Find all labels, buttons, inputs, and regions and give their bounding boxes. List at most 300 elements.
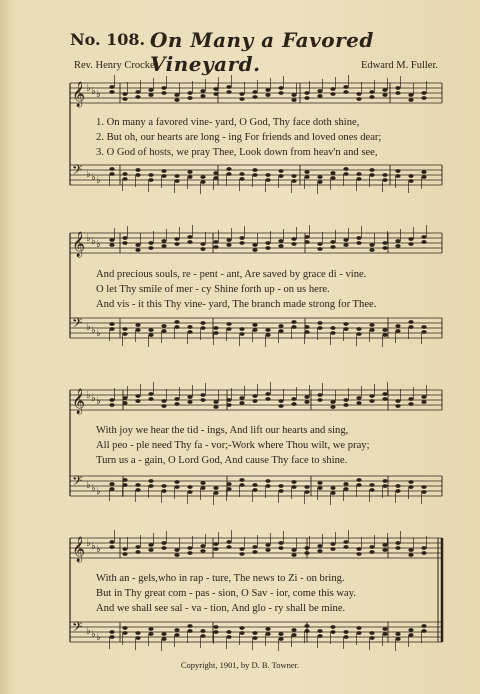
note-head [343,630,348,634]
flat-sign: ♭ [86,538,91,549]
note-head [252,488,257,492]
note-head [109,238,114,242]
note-head [317,393,322,397]
note-head [265,543,270,547]
note-head [109,327,114,331]
note-head [278,489,283,493]
note-head [369,550,374,554]
note-head [213,245,218,249]
note-head [356,236,361,240]
note-head [265,93,270,97]
note-head [382,543,387,547]
note-head [148,627,153,631]
note-head [239,92,244,96]
note-head [122,177,127,181]
note-head [408,480,413,484]
note-head [382,479,387,483]
note-head [122,396,127,400]
note-head [291,548,296,552]
note-head [226,172,231,176]
note-head [265,397,270,401]
note-head [317,634,322,638]
note-head [226,482,231,486]
note-head [382,246,387,250]
note-head [161,174,166,178]
note-head [109,243,114,247]
note-head [330,547,335,551]
note-head [408,174,413,178]
note-head [135,173,140,177]
flat-sign: ♭ [91,86,96,97]
note-head [421,490,426,494]
note-head [278,91,283,95]
note-head [304,175,309,179]
note-head [252,328,257,332]
note-head [343,540,348,544]
note-head [343,167,348,171]
flat-sign: ♭ [91,541,96,552]
note-head [135,545,140,549]
note-head [187,325,192,329]
flat-sign: ♭ [96,486,101,497]
note-head [252,636,257,640]
note-head [161,91,166,95]
note-head [304,400,309,404]
note-head [109,630,114,634]
note-head [304,235,309,239]
note-head [382,397,387,401]
note-head [356,97,361,101]
note-head [226,545,231,549]
note-head [395,637,400,641]
lyric-line: And we shall see sal - va - tion, And glo - ry shall be mine. [96,603,346,614]
note-head [200,393,205,397]
bass-clef: 𝄢 [72,473,83,492]
note-head [226,403,231,407]
note-head [226,630,231,634]
note-head [161,489,166,493]
note-head [291,320,296,324]
note-head [161,329,166,333]
note-head [265,484,270,488]
note-head [213,176,218,180]
note-head [395,239,400,243]
note-head [174,485,179,489]
note-head [135,636,140,640]
note-head [174,237,179,241]
note-head [356,552,361,556]
note-head [278,239,283,243]
note-head [291,633,296,637]
bass-clef: 𝄢 [72,162,83,181]
note-head [421,91,426,95]
note-head [239,547,244,551]
verse-block-1 [96,115,440,160]
note-head [343,327,348,331]
flat-sign: ♭ [86,169,91,180]
note-head [356,396,361,400]
note-head [265,178,270,182]
note-head [408,485,413,489]
note-head [278,329,283,333]
note-head [408,179,413,183]
note-head [239,483,244,487]
note-head [239,401,244,405]
lyric-line: But in Thy great com - pas - sion, O Sav - ior, come this way. [96,588,356,599]
note-head [226,540,231,544]
verse-block-4 [96,571,440,616]
note-head [200,326,205,330]
note-head [291,325,296,329]
note-head [278,86,283,90]
note-head [239,552,244,556]
note-head [135,248,140,252]
note-head [278,541,283,545]
note-head [395,174,400,178]
note-head [369,90,374,94]
note-head [174,179,179,183]
note-head [421,400,426,404]
note-head [382,484,387,488]
note-head [421,330,426,334]
note-head [382,178,387,182]
note-head [226,238,231,242]
note-head [343,322,348,326]
bass-clef: 𝄢 [72,619,83,638]
flat-sign: ♭ [91,172,96,183]
note-head [395,399,400,403]
note-head [148,632,153,636]
note-head [226,398,231,402]
note-head [252,243,257,247]
flat-sign: ♭ [96,396,101,407]
treble-clef: 𝄞 [72,537,86,562]
note-head [291,480,296,484]
note-head [408,553,413,557]
note-head [421,325,426,329]
note-head [122,626,127,630]
note-head [369,545,374,549]
note-head [291,485,296,489]
note-head [187,624,192,628]
note-head [330,625,335,629]
note-head [226,90,231,94]
note-head [291,397,296,401]
note-head [109,540,114,544]
note-head [135,399,140,403]
note-head [317,180,322,184]
note-head [122,478,127,482]
note-head [369,248,374,252]
hymn-number: No. 108. [70,30,146,49]
note-head [291,174,296,178]
note-head [421,629,426,633]
note-head [122,327,127,331]
note-head [265,548,270,552]
note-head [395,91,400,95]
flat-sign: ♭ [96,328,101,339]
lyric-line: 1. On many a favored vine- yard, O God, Thy face doth shine, [96,117,360,128]
note-head [174,548,179,552]
note-head [356,327,361,331]
flat-sign: ♭ [91,393,96,404]
note-head [252,168,257,172]
note-head [421,240,426,244]
note-head [135,243,140,247]
note-head [252,323,257,327]
note-head [421,485,426,489]
note-head [213,92,218,96]
note-head [161,169,166,173]
note-head [148,328,153,332]
note-head [109,322,114,326]
note-head [148,88,153,92]
note-head [382,88,387,92]
note-head [213,240,218,244]
note-head [278,244,283,248]
note-head [213,405,218,409]
note-head [135,168,140,172]
note-head [369,488,374,492]
note-head [421,624,426,628]
lyric-line: 3. O God of hosts, we pray Thee, Look down from heav'n and see, [96,147,378,158]
flat-sign: ♭ [96,175,101,186]
treble-clef: 𝄞 [72,82,86,107]
note-head [122,547,127,551]
note-head [200,398,205,402]
note-head [330,240,335,244]
note-head [304,629,309,633]
note-head [278,169,283,173]
note-head [239,626,244,630]
note-head [226,85,231,89]
note-head [148,479,153,483]
note-head [278,637,283,641]
note-head [356,547,361,551]
note-head [408,325,413,329]
note-head [304,395,309,399]
note-head [421,170,426,174]
note-head [252,248,257,252]
note-head [343,403,348,407]
note-head [356,241,361,245]
note-head [382,548,387,552]
note-head [291,237,296,241]
note-head [174,633,179,637]
note-head [148,178,153,182]
bass-clef: 𝄢 [72,315,83,334]
author-credit: Rev. Henry Crocker. [74,60,161,71]
note-head [304,91,309,95]
note-head [187,235,192,239]
note-head [317,486,322,490]
note-head [187,330,192,334]
note-head [382,392,387,396]
note-head [304,551,309,555]
note-head [382,241,387,245]
note-head [278,546,283,550]
note-head [382,328,387,332]
note-head [148,173,153,177]
note-head [200,94,205,98]
note-head [148,543,153,547]
note-head [239,172,244,176]
note-head [187,240,192,244]
flat-sign: ♭ [86,233,91,244]
lyric-line: And vis - it this Thy vine- yard, The branch made strong for Thee. [96,299,377,310]
note-head [239,236,244,240]
lyric-line: O let Thy smile of mer - cy Shine forth up - on us here. [96,284,330,295]
note-head [395,404,400,408]
note-head [317,321,322,325]
note-head [317,326,322,330]
note-head [135,483,140,487]
note-head [291,553,296,557]
note-head [317,544,322,548]
note-head [421,235,426,239]
flat-sign: ♭ [86,83,91,94]
note-head [304,240,309,244]
note-head [187,91,192,95]
note-head [148,397,153,401]
note-head [109,403,114,407]
note-head [369,323,374,327]
note-head [395,484,400,488]
note-head [239,177,244,181]
note-head [252,173,257,177]
note-head [369,168,374,172]
note-head [161,324,166,328]
note-head [161,239,166,243]
note-head [226,635,231,639]
note-head [122,97,127,101]
treble-clef: 𝄞 [72,232,86,257]
note-head [343,90,348,94]
flat-sign: ♭ [86,626,91,637]
note-head [421,175,426,179]
note-head [317,549,322,553]
lyric-line: 2. But oh, our hearts are long - ing For friends and loved ones dear; [96,132,382,143]
lyric-line: With an - gels,who in rap - ture, The news to Zi - on bring. [96,573,345,584]
note-head [343,238,348,242]
flat-sign: ♭ [86,322,91,333]
note-head [226,327,231,331]
note-head [369,95,374,99]
note-head [239,97,244,101]
note-head [148,548,153,552]
note-head [148,93,153,97]
note-head [200,544,205,548]
note-head [317,481,322,485]
note-head [291,98,296,102]
copyright-notice: Copyright, 1901, by D. B. Towner. [180,660,300,670]
note-head [213,630,218,634]
note-head [213,542,218,546]
note-head [356,172,361,176]
note-head [109,90,114,94]
note-head [304,490,309,494]
note-head [148,246,153,250]
note-head [421,546,426,550]
note-head [148,484,153,488]
note-head [369,399,374,403]
note-head [161,399,166,403]
note-head [174,397,179,401]
note-head [122,92,127,96]
note-head [161,546,166,550]
note-head [174,480,179,484]
note-head [317,242,322,246]
note-head [226,167,231,171]
note-head [161,404,166,408]
note-head [356,483,361,487]
note-head [317,247,322,251]
lyric-line: With joy we hear the tid - ings, And lift our hearts and sing, [96,425,349,436]
note-head [148,241,153,245]
note-head [408,548,413,552]
hymn-title: On Many a Favored Vineyard. [150,28,374,76]
note-head [330,486,335,490]
note-head [304,485,309,489]
note-head [343,243,348,247]
note-head [252,631,257,635]
note-head [408,93,413,97]
note-head [356,92,361,96]
note-head [304,546,309,550]
note-head [330,171,335,175]
note-head [200,180,205,184]
note-head [252,550,257,554]
lyric-line: And precious souls, re - pent - ant, Are saved by grace di - vine. [96,269,367,280]
note-head [174,628,179,632]
note-head [122,483,127,487]
note-head [408,320,413,324]
note-head [135,394,140,398]
note-head [109,167,114,171]
note-head [343,487,348,491]
composer-credit: Edward M. Fuller. [361,60,438,71]
note-head [109,487,114,491]
note-head [200,629,205,633]
note-head [395,169,400,173]
note-head [187,546,192,550]
note-head [135,488,140,492]
note-head [343,172,348,176]
note-head [122,172,127,176]
note-head [330,331,335,335]
note-head [174,320,179,324]
note-head [304,624,309,628]
note-head [304,170,309,174]
note-head [395,329,400,333]
flat-sign: ♭ [96,632,101,643]
note-head [291,628,296,632]
note-head [161,86,166,90]
note-head [135,95,140,99]
flat-sign: ♭ [91,629,96,640]
note-head [408,402,413,406]
note-head [356,332,361,336]
note-head [343,545,348,549]
note-head [278,404,283,408]
note-head [343,482,348,486]
note-head [421,96,426,100]
note-head [200,634,205,638]
note-head [161,244,166,248]
note-head [187,551,192,555]
note-head [226,243,231,247]
note-head [330,630,335,634]
